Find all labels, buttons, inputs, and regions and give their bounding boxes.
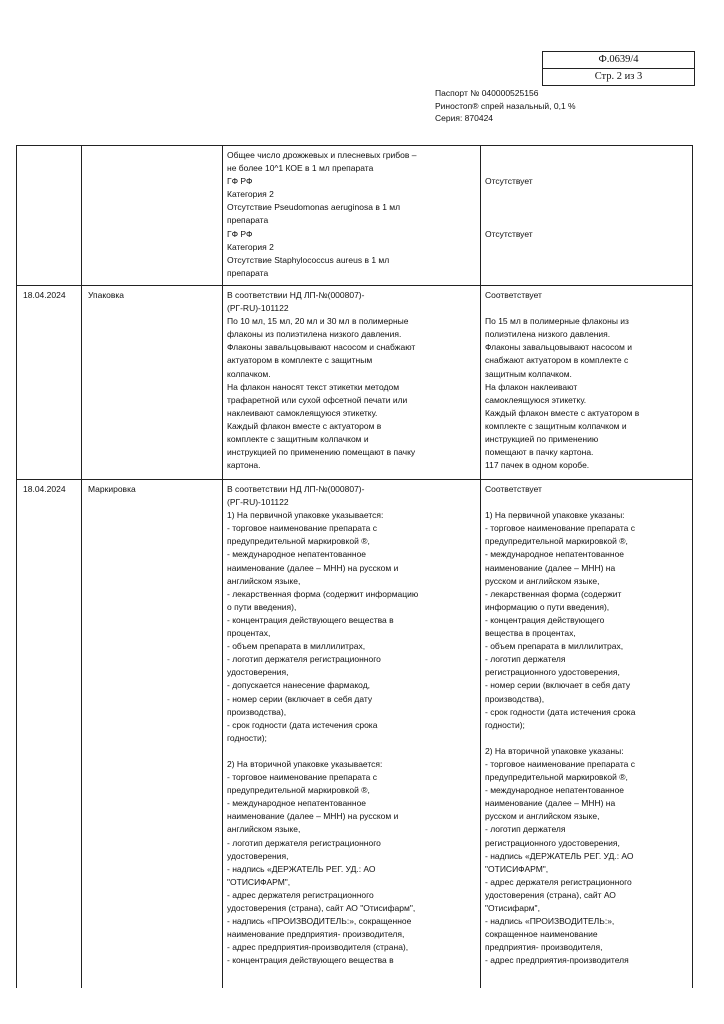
quality-table [16,145,693,988]
result-text: Соответствует 1) На первичной упаковке указаны: - торговое наименование препарата с предупредительной маркировкой ®, - международное непатентованное наименование (далее – МНН) на русском и английском языке, - лекарственная форма (содержит информацию о пути введения), - концентрация действующего вещества в процентах, - объем препарата в миллилитрах, - логотип держателя регистрационного удостоверения, - номер серии (включает в себя дату производства), - срок годности (дата истечения срока годности); 2) На вторичной упаковке указаны: - торговое наименование препарата с предупредительной маркировкой ®, - международное непатентованное наименование (далее – МНН) на русском и английском языке, - логотип держателя регистрационного удостоверения, - надпись «ДЕРЖАТЕЛЬ РЕГ. УД.: АО "ОТИСИФАРМ", - адрес держателя регистрационного удостоверения (страна), сайт АО "Отисифарм", - надпись «ПРОИЗВОДИТЕЛЬ:», сокращенное наименование предприятия- производителя, - адрес предприятия-производителя [485,484,636,966]
requirement-text: В соответствии НД ЛП-№(000807)- (РГ-RU)-101122 По 10 мл, 15 мл, 20 мл и 30 мл в полимерные флаконы из полиэтилена низкого давления. Флаконы завальцовывают насосом и снабжают актуатором в комплекте с защитным колпачком. На флакон наносят текст этикетки методом трафаретной или сухой офсетной печати или наклеивают самоклеящуюся этикетку. Каждый флакон вместе с актуатором в комплекте с защитным колпачком и инструкцией по применению помещают в пачку картона. [227,290,416,471]
row-divider [16,479,693,480]
requirement-text: В соответствии НД ЛП-№(000807)- (РГ-RU)-101122 1) На первичной упаковке указывается: - торговое наименование препарата с предупредительной маркировкой ®, - международное непатентованное наименование (далее – МНН) на русском и английском языке, - лекарственная форма (содержит информацию о пути введения), - концентрация действующего вещества в процентах, - объем препарата в миллилитрах, - логотип держателя регистрационного удостоверения, - допускается нанесение фармакод, - номер серии (включает в себя дату производства), - срок годности (дата истечения срока годности); 2) На вторичной упаковке указывается: - торговое наименование препарата с предупредительной маркировкой ®, - международное непатентованное наименование (далее – МНН) на русском и английском языке, - логотип держателя регистрационного удостоверения, - надпись «ДЕРЖАТЕЛЬ РЕГ. УД.: АО "ОТИСИФАРМ", - адрес держателя регистрационного удостоверения (страна), сайт АО "Отисифарм", - надпись «ПРОИЗВОДИТЕЛЬ:», сокращенное наименование предприятия- производителя, - адрес предприятия-производителя (страна), - концентрация действующего вещества в [227,484,419,966]
batch-number: Серия: 870424 [435,113,494,123]
passport-number: Паспорт № 040000525156 [435,88,539,98]
row-date: 18.04.2024 [23,484,66,494]
result-text: Соответствует По 15 мл в полимерные флаконы из полиэтилена низкого давления. Флаконы завальцовывают насосом и снабжают актуатором в комплекте с защитным колпачком. На флакон наклеивают самоклеящуюся этикетку. Каждый флакон вместе с актуатором в комплекте с защитным колпачком и инструкцией по применению помещают в пачку картона. 117 пачек в одном коробе. [485,290,640,471]
table-border-right [692,146,693,988]
result-text: Отсутствует Отсутствует [485,176,533,239]
row-parameter: Маркировка [88,484,136,494]
form-code-box [542,51,695,86]
form-code: Ф.0639/4 [598,54,639,65]
page-number: Стр. 2 из 3 [543,68,694,85]
row-divider [16,285,693,286]
row-date: 18.04.2024 [23,290,66,300]
column-divider [222,146,223,988]
row-parameter: Упаковка [88,290,125,300]
column-divider [81,146,82,988]
requirement-text: Общее число дрожжевых и плесневых грибов – не более 10^1 КОЕ в 1 мл препарата ГФ РФ Категория 2 Отсутствие Pseudomonas aeruginosa в 1 мл препарата ГФ РФ Категория 2 Отсутствие Staphylococcus aureus в 1 мл препарата [227,150,417,278]
column-divider [480,146,481,988]
product-name: Риностоп® спрей назальный, 0,1 % [435,100,576,111]
table-border-left [16,146,17,988]
passport-info [435,87,576,125]
